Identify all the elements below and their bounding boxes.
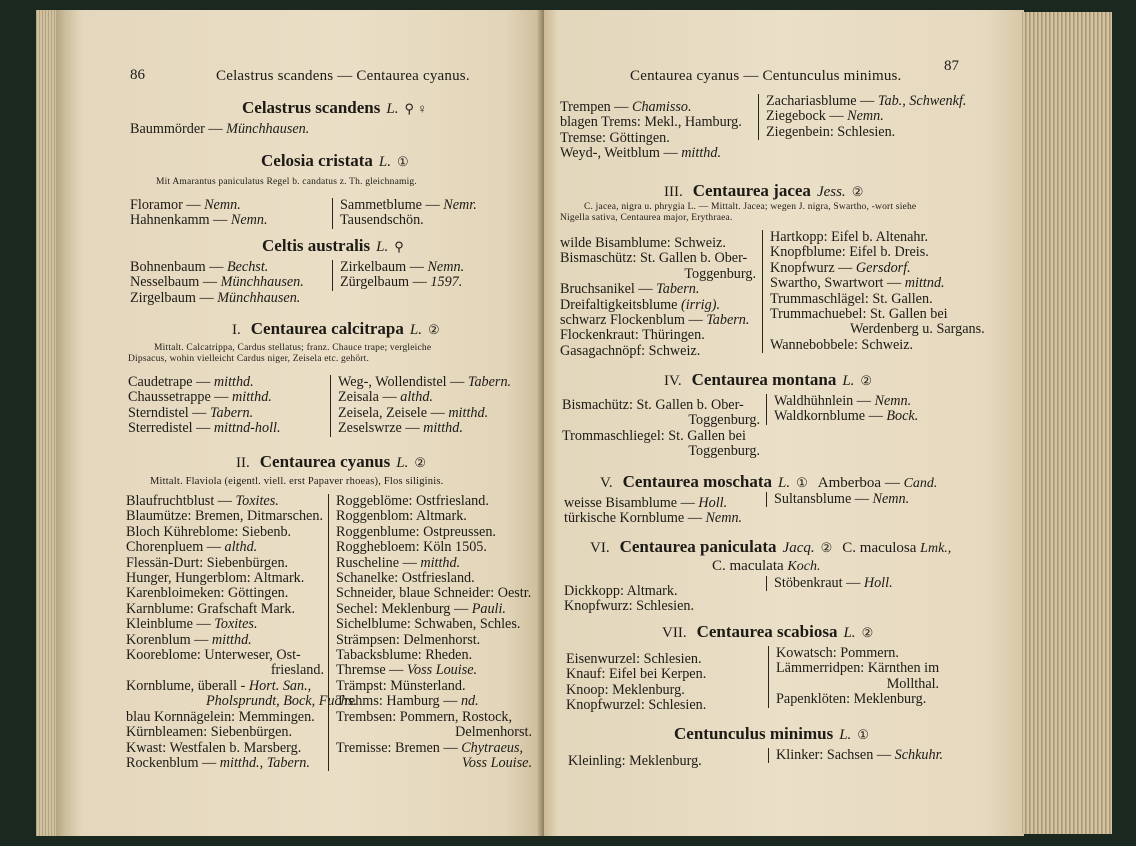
entry-line: [336, 648, 532, 663]
entries-celosia-col2: [332, 198, 477, 229]
entry-line: [340, 275, 464, 290]
fore-edge-pages: [1022, 12, 1112, 834]
entry-text: Swartho, Swartwort —: [770, 275, 905, 292]
entry-text: Kürnbleamen: Siebenbürgen.: [126, 724, 293, 741]
entry-citation: Nemn.: [705, 510, 743, 527]
entry-text: Flockenkraut: Thüringen.: [560, 327, 705, 344]
entry-text: Caudetrape —: [128, 374, 214, 390]
entries-celtis-col1: [130, 260, 326, 306]
entries-scabiosa-col1: [566, 652, 762, 714]
entries-celtis-col2: [332, 260, 464, 291]
entry-text: Schneider, blaue Schneider: Oestr.: [336, 585, 532, 602]
entry-line: [560, 328, 756, 343]
entry-line: [126, 679, 324, 694]
entry-line: [126, 571, 324, 586]
entries-centunculus-col2: [768, 748, 943, 763]
heading-celtis: Celtis australis L. ⚲: [262, 236, 404, 255]
entry-text: Kleinling: Meklenburg.: [568, 753, 702, 769]
entry-citation: (irrig).: [680, 296, 720, 313]
entry-line: [564, 584, 760, 599]
entry-text: Rockenblum —: [126, 754, 220, 771]
entry-citation: Nemn.: [874, 393, 912, 409]
heading-centunculus: Centunculus minimus L. ①: [674, 724, 869, 743]
note-calcitrapa-2: Dipsacus, wohin vielleicht Cardus niger, Zeisela etc. gehört.: [128, 354, 370, 364]
entry-text: Lämmerridpen: Kärnthen im: [776, 660, 940, 677]
entry-text: Kowatsch: Pommern.: [776, 645, 899, 661]
entry-citation: Tabern.: [706, 312, 750, 329]
entry-line: [336, 617, 532, 632]
entry-line: [566, 683, 762, 698]
entry-text: weisse Bisamblume —: [564, 495, 699, 511]
entry-citation: Tabern.: [209, 404, 254, 421]
entry-text: Tausendschön.: [340, 212, 424, 229]
entry-citation: mitthd.: [681, 145, 721, 162]
entry-text: Waldhühnlein —: [774, 393, 875, 409]
entry-citation: Toxites.: [235, 493, 279, 509]
entry-text: Bloch Kühreblome: Siebenb.: [126, 523, 292, 540]
entry-citation: Tabern.: [467, 374, 512, 390]
entry-text: Bruchsanikel —: [560, 281, 657, 298]
entry-text: Hartkopp: Eifel b. Altenahr.: [770, 229, 928, 245]
entry-text: Zürgelbaum —: [340, 274, 431, 291]
entry-line: [126, 725, 324, 740]
heading-centaurea-montana: IV. Centaurea montana L. ②: [664, 370, 873, 389]
entries-celastrus: [130, 122, 309, 137]
entry-text: Sterndistel —: [128, 404, 210, 421]
heading-celosia: Celosia cristata L. ①: [261, 151, 409, 170]
entry-citation: mitthd.: [211, 631, 252, 648]
entry-citation: Toxites.: [214, 616, 258, 633]
entry-line: [126, 556, 324, 571]
entry-text: Knopfwurz —: [770, 259, 856, 276]
entry-citation: Nemn.: [230, 212, 268, 229]
entry-line: [338, 375, 511, 390]
entry-line: [776, 646, 939, 661]
entry-line: [560, 313, 756, 328]
note-jacea-1: C. jacea, nigra u. phrygia L. — Mittalt. Jacea; wegen J. nigra, Swartho, -wort siehe: [584, 202, 917, 212]
entry-text: Ziegebock —: [766, 108, 848, 125]
entry-citation: Bock.: [886, 408, 919, 425]
entry-citation: mitthd.: [448, 404, 489, 421]
entries-cyanus-col1: [126, 493, 357, 771]
entry-line: [560, 298, 756, 313]
entry-citation: Bechst.: [226, 259, 269, 275]
entry-text: Klinker: Sachsen —: [776, 747, 895, 763]
entry-line: [126, 741, 324, 756]
entry-text: schwarz Flockenblum —: [560, 312, 707, 329]
entry-line: [336, 756, 532, 771]
heading-centaurea-moschata: V. Centaurea moschata L. ① Amberboa — Cand.: [600, 472, 938, 491]
entry-text: Mollthal.: [886, 675, 940, 692]
entry-line: [126, 756, 324, 771]
entry-line: [566, 667, 762, 682]
entry-line: [126, 663, 324, 678]
entry-line: [126, 693, 357, 710]
entry-line: [776, 677, 939, 692]
left-page-edges: [36, 10, 58, 836]
entry-text: Toggenburg.: [684, 265, 756, 282]
entry-line: [560, 344, 756, 359]
entry-line: [336, 509, 532, 524]
entry-text: Dreifaltigkeitsblume: [560, 296, 681, 313]
entries-cyanus-cont-col1: [560, 100, 754, 162]
heading-paniculata-line2: C. maculata Koch.: [712, 558, 821, 574]
entry-text: Wannebobbele: Schweiz.: [770, 336, 914, 353]
entry-text: wilde Bisamblume: Schweiz.: [560, 235, 726, 251]
entry-line: [562, 413, 760, 428]
entry-text: Zeisela, Zeisele —: [338, 404, 449, 421]
entry-line: [336, 602, 532, 617]
entry-line: [126, 602, 324, 617]
entry-citation: mitthd.: [213, 374, 254, 390]
entry-line: [336, 494, 532, 509]
entry-line: [564, 599, 760, 614]
note-cyanus: Mittalt. Flaviola (eigentl. viell. erst Papaver rhoeas), Flos siliginis.: [150, 476, 444, 487]
entry-text: Trembsen: Pommern, Rostock,: [336, 708, 513, 725]
entry-line: [340, 260, 464, 275]
entry-citation: Münchhausen.: [220, 274, 304, 291]
entry-text: Waldkornblume —: [774, 408, 887, 425]
entries-cyanus-col2: [328, 494, 532, 771]
entry-line: [336, 663, 532, 678]
entry-line: [130, 198, 326, 213]
entry-text: Kwast: Westfalen b. Marsberg.: [126, 739, 302, 756]
entry-text: Gasagachnöpf: Schweiz.: [560, 342, 701, 359]
running-head-right: Centaurea cyanus — Centunculus minimus.: [630, 68, 902, 84]
entry-text: Stöbenkraut —: [774, 575, 864, 591]
entry: Baummörder — Münchhausen.: [130, 121, 310, 137]
entries-moschata-col1: [564, 496, 760, 527]
entry-line: [560, 282, 756, 297]
entry-line: [336, 694, 532, 709]
entry-text: Roggenblume: Ostpreussen.: [336, 523, 496, 540]
entry-text: Weyd-, Weitblum —: [560, 145, 682, 162]
entry-citation: Chamisso.: [632, 99, 692, 115]
entry-line: [566, 652, 762, 667]
entries-jacea-col2: [762, 230, 985, 353]
entry-text: Trummaschlägel: St. Gallen.: [770, 290, 933, 307]
entry-text: friesland.: [270, 662, 324, 679]
entry-citation: mitthd.: [420, 554, 461, 571]
entry-line: [128, 390, 324, 405]
entry-line: [562, 444, 760, 459]
entry-text: Toggenburg.: [688, 412, 760, 429]
entry-line: [560, 100, 754, 115]
entry-line: [770, 276, 985, 291]
entry-text: Bohnenbaum —: [130, 259, 227, 275]
entry-line: [766, 125, 966, 140]
entry-citation: mittnd.: [904, 275, 945, 292]
entry-text: Kleinblume —: [126, 616, 215, 633]
entry-text: Roggeblöme: Ostfriesland.: [336, 493, 489, 509]
entry-citation: althd.: [224, 539, 258, 556]
entry-citation: Holl.: [698, 495, 728, 511]
entry-text: Knauf: Eifel bei Kerpen.: [566, 666, 707, 683]
entry-text: Korenblum —: [126, 631, 212, 648]
entry-citation: Nemn.: [427, 259, 465, 275]
entry-text: Trempen —: [560, 99, 632, 115]
entry-citation: nd.: [460, 693, 479, 710]
entry-text: Schanelke: Ostfriesland.: [336, 570, 475, 587]
entry-text: Sechel: Meklenburg —: [336, 600, 472, 617]
entry-text: Papenklöten: Meklenburg.: [776, 691, 927, 708]
entry-text: Blaumütze: Bremen, Ditmarschen.: [126, 508, 323, 525]
heading-centaurea-paniculata: VI. Centaurea paniculata Jacq. ② C. maculosa Lmk.,: [590, 537, 952, 556]
entry-citation: Schkuhr.: [894, 747, 944, 763]
entry-line: [338, 421, 511, 436]
entry-text: Sultansblume —: [774, 491, 873, 507]
entry-line: [564, 511, 760, 526]
entry-text: Zirgelbaum —: [130, 289, 218, 306]
entry-line: [336, 586, 532, 601]
entry-text: Knopfblume: Eifel b. Dreis.: [770, 244, 929, 261]
entry-text: Tremse: Göttingen.: [560, 129, 670, 146]
entry-citation: Hort. San.,: [248, 677, 312, 694]
entry-line: [770, 322, 985, 337]
entry-line: [770, 292, 985, 307]
entry-citation: Nemr.: [443, 197, 477, 213]
entry-text: Rogghebloem: Köln 1505.: [336, 539, 487, 556]
page-number-right: 87: [944, 58, 959, 74]
entry-line: [336, 633, 532, 648]
heading-centaurea-scabiosa: VII. Centaurea scabiosa L. ②: [662, 622, 874, 641]
entry-text: Strämpsen: Delmenhorst.: [336, 631, 481, 648]
entry-citation: Tab., Schwenkf.: [877, 93, 967, 109]
entry-text: Trämpst: Münsterland.: [336, 677, 466, 694]
note-jacea-2: Nigella sativa, Centaurea major, Erythraea.: [560, 213, 733, 223]
entry-text: Knopfwurz: Schlesien.: [564, 598, 695, 615]
page-number-left: 86: [130, 67, 145, 83]
entry-line: [126, 494, 324, 509]
entry-line: [336, 679, 532, 694]
entry-citation: Chytraeus,: [461, 739, 524, 756]
entries-scabiosa-col2: [768, 646, 939, 708]
entry-line: [130, 260, 326, 275]
entry-text: Werdenberg u. Sargans.: [850, 321, 985, 338]
entry-text: Chorenpluem —: [126, 539, 225, 556]
entry-text: Zirkelbaum —: [340, 259, 428, 275]
entry-text: türkische Kornblume —: [564, 510, 706, 527]
entry-line: [562, 429, 760, 444]
entry-line: [126, 617, 324, 632]
entry-line: [338, 390, 511, 405]
entry-text: Zachariasblume —: [766, 93, 878, 109]
entry-line: [776, 692, 939, 707]
entry-line: [562, 398, 760, 413]
entry-line: [340, 198, 477, 213]
entry-line: [774, 409, 918, 424]
entry-line: [130, 275, 326, 290]
entry-text: Dickkopp: Altmark.: [564, 583, 678, 599]
entry-citation: althd.: [400, 389, 433, 406]
entry-text: Zeselswrze —: [338, 420, 424, 437]
entry-text: Bismaschütz: St. Gallen b. Ober-: [560, 250, 748, 267]
entry-line: [568, 754, 764, 769]
entries-moschata-col2: [766, 492, 909, 507]
entry-line: [336, 525, 532, 540]
entry-line: [560, 146, 754, 161]
right-page: [544, 10, 1024, 836]
entry-citation: Voss Louise.: [406, 662, 478, 679]
entry-text: Karenbloimeken: Göttingen.: [126, 585, 289, 602]
entry-line: [126, 633, 324, 648]
note-calcitrapa-1: Mittalt. Calcatrippa, Cardus stellatus; franz. Chauce trape; vergleiche: [154, 343, 432, 353]
entry-text: Trummachuebel: St. Gallen bei: [770, 306, 948, 323]
entry-line: [776, 748, 943, 763]
entry-text: blau Kornnägelein: Memmingen.: [126, 708, 315, 725]
heading-centaurea-cyanus: II. Centaurea cyanus L. ②: [236, 452, 426, 471]
entry-text: Knopfwurzel: Schlesien.: [566, 697, 707, 714]
running-head-left: Celastrus scandens — Centaurea cyanus.: [216, 68, 470, 84]
entry-text: Trehms: Hamburg —: [336, 693, 461, 710]
entry-citation: Holl.: [863, 575, 893, 591]
entry-line: [126, 648, 324, 663]
entry-line: [130, 291, 326, 306]
entry-line: [126, 710, 324, 725]
entry-text: Kornblume, überall -: [126, 677, 249, 694]
entries-calcitrapa-col1: [128, 375, 324, 437]
entry-line: [564, 496, 760, 511]
entry-line: [770, 307, 985, 322]
entry-line: [338, 406, 511, 421]
entry-line: [336, 741, 532, 756]
entry-line: [126, 509, 324, 524]
entry-line: [126, 525, 324, 540]
entry-citation: Nemn.: [204, 197, 241, 213]
entry-citation: Gersdorf.: [855, 259, 911, 276]
entry-citation: Nemn.: [872, 491, 910, 507]
entries-jacea-col1: [560, 236, 756, 359]
note-celosia: Mit Amarantus paniculatus Regel b. candatus z. Th. gleichnamig.: [156, 177, 417, 187]
entry-text: Floramor —: [130, 197, 205, 213]
entries-paniculata-col2: [766, 576, 893, 591]
entry-line: [776, 661, 939, 676]
open-book: [56, 10, 1112, 836]
entry-text: Toggenburg.: [688, 443, 760, 460]
entry-text: Zeisala —: [338, 389, 401, 406]
entry-text: blagen Trems: Mekl., Hamburg.: [560, 114, 742, 131]
entries-montana-col2: [766, 394, 918, 425]
entry-line: [560, 267, 756, 282]
entry-line: [774, 492, 909, 507]
entries-centunculus-col1: [568, 754, 764, 769]
heading-centaurea-jacea: III. Centaurea jacea Jess. ②: [664, 181, 864, 200]
entry-citation: mittnd-holl.: [213, 420, 281, 437]
entry-line: [336, 710, 532, 725]
entry-citation: 1597.: [430, 274, 463, 291]
entries-calcitrapa-col2: [330, 375, 511, 437]
entry-line: [560, 131, 754, 146]
entry-line: [130, 213, 326, 228]
entry-text: Ziegenbein: Schlesien.: [766, 123, 896, 140]
entry-line: [774, 576, 893, 591]
left-page: [56, 10, 544, 836]
entry-line: [774, 394, 918, 409]
heading-celastrus: Celastrus scandens L. ⚲ ♀: [242, 98, 427, 117]
entry-line: [766, 109, 966, 124]
entry-text: Trommaschliegel: St. Gallen bei: [562, 427, 746, 444]
entry-line: [560, 115, 754, 130]
entry-text: Knoop: Meklenburg.: [566, 681, 685, 698]
entry-line: [128, 406, 324, 421]
entry-text: Flessän-Durt: Siebenbürgen.: [126, 554, 289, 571]
entry-text: Pholsprundt, Bock, Fuchs.: [206, 693, 357, 710]
entry-line: [126, 540, 324, 555]
entry-line: [770, 338, 985, 353]
entry-text: Roggenblom: Altmark.: [336, 508, 467, 525]
entries-cyanus-cont-col2: [758, 94, 966, 140]
entry-citation: mitthd.: [423, 420, 463, 437]
entry-text: Chaussetrappe —: [128, 389, 233, 406]
entry-citation: mitthd.: [232, 389, 272, 406]
entry-citation: mitthd., Tabern.: [219, 754, 310, 771]
entry-text: Hahnenkamm —: [130, 212, 231, 229]
entry-text: Weg-, Wollendistel —: [338, 374, 468, 390]
entry-line: [126, 586, 324, 601]
entry-line: [336, 571, 532, 586]
entry-text: Sammetblume —: [340, 197, 444, 213]
entry-line: [336, 556, 532, 571]
entry-text: Sterredistel —: [128, 420, 214, 437]
entry-text: Bismachütz: St. Gallen b. Ober-: [562, 397, 744, 413]
entry-line: [128, 421, 324, 436]
entry-line: [336, 540, 532, 555]
entries-celosia-col1: [130, 198, 326, 229]
entry-line: [566, 698, 762, 713]
entry-text: Kooreblome: Unterweser, Ost-: [126, 647, 301, 664]
entry-text: Nesselbaum —: [130, 274, 221, 291]
entry-text: Tremisse: Bremen —: [336, 739, 462, 756]
entry-text: Ruscheline —: [336, 554, 421, 571]
heading-centaurea-calcitrapa: I. Centaurea calcitrapa L. ②: [232, 319, 440, 338]
entry-text: Sichelblume: Schwaben, Schles.: [336, 616, 521, 633]
entry-citation: Pauli.: [471, 600, 506, 617]
entry-line: [128, 375, 324, 390]
entry-text: Hunger, Hungerblom: Altmark.: [126, 570, 305, 587]
entry-line: [560, 251, 756, 266]
entry-text: Delmenhorst.: [455, 724, 532, 741]
entry-citation: Münchhausen.: [217, 289, 301, 306]
entry-text: Karnblume: Grafschaft Mark.: [126, 600, 296, 617]
entries-montana-col1: [562, 398, 760, 460]
entry-line: [770, 261, 985, 276]
entry-text: Tabacksblume: Rheden.: [336, 647, 473, 664]
entry-citation: Tabern.: [656, 281, 700, 298]
entry-line: [560, 236, 756, 251]
entry-text: Blaufruchtblust —: [126, 493, 236, 509]
entry-line: [336, 725, 532, 740]
entries-paniculata-col1: [564, 584, 760, 615]
entry-text: Thremse —: [336, 662, 407, 679]
entry-text: Eisenwurzel: Schlesien.: [566, 651, 702, 667]
entry-text: Voss Louise.: [461, 754, 532, 771]
entry-line: [340, 213, 477, 228]
entry-line: [770, 245, 985, 260]
entry-line: [770, 230, 985, 245]
entry-citation: Nemn.: [847, 108, 884, 125]
entry-line: [766, 94, 966, 109]
